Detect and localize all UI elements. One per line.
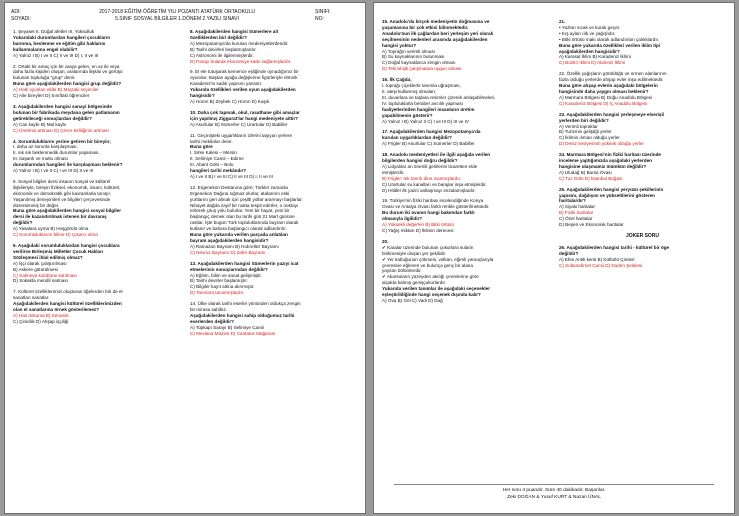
- question-stem-line: 8. Aşağıdakilerden hangisi Sümerlere ait: [190, 29, 279, 34]
- class-label: SINIFI:: [315, 9, 331, 15]
- question-line: A) İşçi olarak çalıştırılması: [13, 260, 67, 266]
- question-line: A) Horon B) Zeybek C) Horon D) Kaşık: [190, 98, 270, 104]
- question-stem-line: eserlerden değildir?: [190, 318, 234, 324]
- question-block: [382, 19, 549, 72]
- question-block: [190, 261, 357, 296]
- question-stem-line: kurulan uygarlıklardan değildir?: [382, 135, 452, 141]
- question-line: Karadeniz'in sadık yapısını yansıtır.: [190, 81, 263, 87]
- question-line: 2. Ortaki bir amaç için bir araya gelen, en az iki veya: [13, 63, 120, 69]
- question-stem-line: Bu durum iki ovanın hangi bakımdan farklı: [382, 210, 475, 216]
- question-block: [382, 239, 549, 304]
- question-stem-line: dersi ile kazandırılmak istenen bir davranış: [13, 214, 107, 220]
- question-line: C) Yağış miktarı D) İklimin derecesi: [382, 228, 454, 233]
- question-line: ✔ Yer kabuğunun çökmesi, volkan, eğimli yamaçlarıyla: [382, 256, 494, 262]
- question-stem-line: değildir?: [559, 250, 579, 256]
- question-line: kutlanır ve bahara başlangıcı olarak adlandırılır.: [190, 226, 287, 232]
- question-stem-line: olan el sanatlarına örnek gösterilemez?: [13, 307, 100, 313]
- question-line: • Kış ayları ılık ve yağışlıdır.: [559, 30, 616, 36]
- question-line: 14. Ülke olarak tarihi eserler yönünden oldukça zengin: [190, 301, 301, 307]
- question-line: C) Doğal kaynaklarca zengin olması: [382, 60, 456, 66]
- question-line: IV. topluluklarla beraber avcılık yapması: [382, 100, 464, 106]
- answer-line: C) Tuz Gölü D) İstanbul Boğazı: [559, 175, 623, 181]
- question-line: A) Ramazan Bayramı B) Hıdırellez Bayramı: [190, 243, 279, 249]
- question-line: oyundur. Baştan ayağa değişlerine figürleriyle ritmnik: [190, 75, 298, 81]
- answer-line: C) Mevlana Müzesi D) Cantalos Mağarası: [190, 330, 276, 336]
- question-line: eriterek çıkış yolu bulurlar. Yeni bir hayat, yeni bir: [190, 208, 290, 214]
- joker-question: [559, 245, 726, 269]
- question-line: III. Abant Gölü – Bolu: [190, 162, 234, 168]
- question-line: C) Urartular su kanalları ve barajlar inşa etmişlerdir.: [382, 181, 487, 187]
- question-stem-line: 10. Daha çok tapınak, okul, rasathane gibi amaçlar: [190, 109, 300, 115]
- question-line: B) Su kaynaklarının bulunması: [382, 54, 445, 60]
- question-stem-line: bilgilerden hangisi doğru değildir?: [382, 158, 458, 164]
- question-line: C) İklimin ılıman olduğu yerler: [559, 135, 620, 141]
- question-line: A) Lidyalılar an önemli gelirlerini ticaretten elde: [382, 163, 478, 169]
- question-block: [190, 133, 357, 180]
- question-line: I. toprağı çiçeklerle tanımla uğraşması,: [382, 83, 461, 89]
- question-block: [559, 71, 726, 106]
- question-line: II. ateşi kullanmış olmaları,: [382, 88, 437, 94]
- question-line: A) Eğitim, bilim ve sanat gelişmiştir.: [190, 272, 262, 278]
- question-stem-line: Aşağıdakilerden hangisi kültürel özelliklerimizden: [13, 301, 122, 307]
- question-stem-line: bulunan bir fabrikada meydana gelen patlamanın: [13, 109, 120, 115]
- question-stem-line: için yapılmış Ziggurat'lar hangi medeniyete aittir?: [190, 115, 299, 121]
- exam-title-line-1: 2017-2018 EĞİTİM ÖĞRETİM YILI POZANTI ATATÜRK ORTAOKULU: [99, 9, 255, 15]
- question-line: Ovası ve Antalya Ovası farklı renkle gösterilmektedir.: [382, 204, 490, 210]
- question-stem-line: Buna göre aşağıdakilerden hangisi grup değildir?: [13, 81, 122, 87]
- question-block: [13, 179, 180, 238]
- question-stem-line: hangisi yoktur?: [382, 42, 417, 48]
- question-stem-line: Yukarıda verilen tanımlar ile aşağıdaki seçenekler: [382, 286, 491, 292]
- page2-left-column: [382, 19, 549, 309]
- question-line: 9. El ele tutuşarak kemence eşliğinde oynadığımız bir: [190, 69, 299, 75]
- question-stem-line: 6. Aşağıdaki sorumluluklardan hangisi çocuklara: [13, 243, 120, 248]
- question-block: [13, 139, 180, 174]
- name-labels: [11, 9, 39, 23]
- question-stem-line: Aşağıdakilerden hangisi sahip olduğumuz tarihi: [190, 312, 295, 318]
- question-line: alçakta kalmış genişçukurlardır.: [382, 280, 447, 286]
- answer-line: A) Halı dokuma B) Seramik: [13, 312, 69, 318]
- question-stem-line: hangisinde daha yaygın olması beklenir?: [559, 88, 649, 94]
- question-stem-line: Yukarıdaki durumlardan hangileri çocukların: [13, 34, 111, 40]
- question-line: III. duvarlara ve taşlara resimler çizerek anlaşabilmeleri,: [382, 94, 496, 100]
- question-line: 20.: [382, 238, 389, 244]
- answer-line: D) Parayı bularak ekonomiye katkı sağlamışlardır.: [190, 58, 292, 64]
- question-stem-line: 13. Aşağıdakilerden hangisi Sümerlerin yazıyı icat: [190, 260, 299, 266]
- answer-line: C) Sahneye kulübüne katılması: [13, 272, 77, 278]
- question-stem-line: getirebileceği sonuçlardan değildir?: [13, 115, 92, 121]
- question-stem-line: yapabilmenin gösterir?: [382, 112, 433, 118]
- question-line: A) Yasalara uyma B) Hoşgörülü olma: [13, 226, 89, 232]
- question-block: [190, 29, 357, 64]
- question-stem-line: yerlerden biri değildir?: [559, 117, 609, 123]
- question-stem-line: 18. Anadolu medeniyetleri ile ilgili aşağıda verilen: [382, 152, 491, 158]
- question-line: bulunan topluluğa "grup" denir.: [13, 75, 76, 81]
- question-line: B) Tarihi devirler başlamıştır.: [190, 278, 248, 284]
- question-stem-line: eşleştirildiğinde hangi seçenek dışında kalır?: [382, 292, 481, 298]
- question-block: [382, 77, 549, 124]
- answer-line: C) Nevruz Bayramı D) Zafer Bayramı: [190, 249, 266, 255]
- question-line: B) Tarihi devirleri başlatmışlardır.: [190, 46, 257, 52]
- page2-right-questions: [559, 19, 726, 228]
- question-stem-line: Buna göre yukarıda verilen parçada anlatılan: [190, 232, 288, 238]
- question-stem-line: Yukarıda özellikleri verilen oyun aşağıdakilerden: [190, 87, 296, 93]
- answer-line: B) Frigler: tek tanrılı dine inanmışlardır.: [382, 175, 462, 181]
- question-line: rastlar. İşte bugün Türk topluluklarında bayram olarak: [190, 220, 299, 226]
- question-line: A) Yalnız I B) I ve II C) II ve III D) I, II ve III: [13, 52, 99, 58]
- question-stem-line: haritalardır?: [559, 198, 586, 204]
- surname-label: SOYADI:: [11, 16, 31, 22]
- question-line: I. Sirke Kalesi – Mersin: [190, 150, 237, 156]
- answer-line: A) Yüksekli değerleri B) Bitki örtüsü: [382, 222, 454, 228]
- question-line: • Yazları sıcak ve kurak geçer.: [559, 24, 621, 30]
- footer-authors: Zeki DOĞAN & Yusuf KURT & Nazan ÜNAL: [507, 494, 601, 500]
- question-line: ✔ Karalar üzerinde bulunan çukurlara sularin: [382, 244, 474, 250]
- answer-line: A) Halk oyunları ekibi B) Maçtaki seyirciler: [13, 87, 99, 93]
- question-stem-line: etmelerinin sonuçlarından değildir?: [190, 266, 268, 272]
- question-line: A) I ve II B) I ve III C) II ve III D) I, II ve III: [190, 173, 273, 179]
- question-line: birikmesiyle oluşan yer şekilidir.: [382, 250, 447, 256]
- question-line: C) Aile bireyleri D) Sınıftaki öğrenciler: [13, 93, 90, 99]
- question-stem-line: 23. Aşağıdakilerden hangisi yerleşmeye elverişli: [559, 111, 665, 117]
- question-line: A) Ova B) Göl C) Vadi D) Dağ: [382, 297, 443, 303]
- question-stem-line: Buna göre yukarıda özellikleri verilen iklim tipi: [559, 42, 661, 48]
- question-block: [559, 152, 726, 182]
- question-stem-line: faaliyetlerinden hangileri insanların üretim: [382, 106, 475, 112]
- question-block: [382, 152, 549, 193]
- question-stem-line: değildir?: [13, 220, 33, 226]
- question-line: A) Uludağ B) Bursa Ovası: [559, 169, 612, 175]
- question-block: [190, 301, 357, 336]
- question-line: 5. Sosyal bilgiler dersi insanın sosyal ve kültürel: [13, 178, 111, 184]
- answer-line: B) Fiziki haritalar: [559, 210, 594, 216]
- question-block: [382, 129, 549, 147]
- question-stem-line: inceleme yaptığımızda aşağıdaki yerlerden: [559, 158, 652, 164]
- question-stem-line: Buna göre: [190, 144, 213, 150]
- joker-title: JOKER SORU: [625, 233, 660, 239]
- question-line: III. başarılı ve mutlu olması: [13, 156, 68, 162]
- question-stem-line: 3. Aşağıdakilerden hangisi sanayi bölgesinde: [13, 103, 112, 109]
- question-line: A) Karasal İklim B) Karadeniz İklimi: [559, 54, 631, 60]
- question-block: [13, 289, 180, 324]
- question-line: • Bitki örtüsü maki olarak adlandırılan çalılıklardır.: [559, 36, 660, 42]
- question-stem-line: 16. İlk Çağda;: [382, 77, 412, 83]
- question-block: [382, 198, 549, 233]
- question-stem-line: durumlarından hangileri ile karşılaşması beklenir?: [13, 162, 123, 168]
- question-line: ekonomik ve demokratik gibi kavramlarla tanışır.: [13, 190, 112, 196]
- question-stem-line: barınma, beslenme ve eğitim gibi haklarını: [13, 40, 106, 46]
- question-line: C) Bilgiler kayıt altına alınmıştır.: [190, 284, 255, 290]
- question-block: [559, 19, 726, 66]
- question-line: 19. Türkiye'nin fiziki haritası incelendiğinde Konya: [382, 198, 484, 204]
- question-block: [190, 69, 357, 104]
- question-line: 22. Özellik yağışların görüldüğü ve ormen alanlarının: [559, 71, 667, 77]
- question-line: A) Can kaybı B) Mal kaybı: [13, 121, 67, 127]
- question-stem-line: hangisine ulaşmamız mümkün değildir?: [559, 163, 647, 169]
- question-stem-line: Anadolu'nun ilk çağlardan beri yerleşim yeri olarak: [382, 30, 494, 36]
- question-block: [13, 243, 180, 284]
- exam-footer: [374, 484, 734, 501]
- exam-title-line-2: 5.SINIF SOSYAL BİLGİLER 1.DÖNEM 2.YAZILI SINAVI: [115, 16, 239, 22]
- page1-right-column: [190, 29, 357, 342]
- question-stem-line: bayram aşağıdakilerden hangisidir?: [190, 238, 269, 243]
- question-line: C) Çinicilik D) Ahşap işçiliği: [13, 318, 69, 324]
- name-label: ADI:: [11, 9, 21, 15]
- question-line: D) Hititler ilk yazılı antlaşmayı imzalamışlardır.: [382, 187, 476, 193]
- exam-header: [5, 3, 365, 23]
- number-label: NO:: [315, 16, 324, 22]
- page2-right-column: [559, 19, 726, 309]
- question-line: D) Sokakta mendil satması: [13, 278, 68, 284]
- question-stem-line: seçilmesinin nedenleri arasında aşağıdakilerden: [382, 36, 488, 42]
- question-line: ✔ Akarsuların yüzeyden akılığı çevrelerine göre: [382, 274, 479, 280]
- question-stem-line: Buna göre ahşap evlerin aşağıdaki bölgelerin: [559, 83, 658, 89]
- question-stem-line: olmasıyla ilgilidir?: [382, 216, 423, 222]
- question-line: Ergenekon Dağına sığmaz olurlar, atalarının eski: [190, 190, 290, 196]
- question-stem-line: 4. Sorumluluklarını yerine getiren bir bireyin;: [13, 138, 111, 144]
- question-stem-line: hangisidir?: [190, 93, 215, 99]
- question-line: etmişlerdir.: [382, 169, 405, 175]
- question-line: A) Toprağın verimli olması: [382, 48, 436, 54]
- question-line: A) Mezopotamya'da kurulan medeniyetlerdendir.: [190, 40, 289, 46]
- question-line: çevresine eğlenen ve bulunça genç bir alana: [382, 262, 473, 268]
- class-labels: [315, 9, 359, 23]
- question-stem-line: 26. Aşağıdakilerden hangisi tarihi - kültürel bir öge: [559, 245, 670, 250]
- answer-line: C) Üretimin artması D) Çevre kirliliğinin artması: [13, 127, 109, 133]
- question-stem-line: 17. Aşağıdakilerden hangisi Mezopotamya'da: [382, 129, 481, 135]
- question-line: B) Turizmin geliştiği yerler: [559, 129, 612, 135]
- question-block: [559, 245, 726, 269]
- question-line: II. sık sık beklenmedik durumlar yaşaması,: [13, 150, 100, 156]
- question-line: 11. Geçmişteki uygarlıkların izlerini taşıyan yerlere: [190, 132, 293, 138]
- question-line: düzenlenmiş bir değer.: [13, 202, 60, 208]
- exam-page-2: [373, 2, 735, 514]
- exam-title: [39, 9, 315, 23]
- question-stem-line: Sözleşmesi ihlal edilmiş olmaz?: [13, 254, 83, 260]
- question-line: 12. Ergenekon Destanına göre; Türkler zamanla: [190, 184, 288, 190]
- answer-line: C) Sorumluluklarını bilme D) Çıkarcı olma: [13, 232, 98, 238]
- question-line: Nihayet dağda zayıf bir nokta tespit ederler, o noktayı: [190, 202, 299, 208]
- question-block: [559, 112, 726, 147]
- question-stem-line: 24. Marmara Bölgesi'nin fiziki haritası üzerinde: [559, 152, 661, 158]
- question-block: [190, 110, 357, 128]
- page1-left-column: [13, 29, 180, 342]
- question-block: [559, 187, 726, 228]
- question-stem-line: Buna göre aşağıdakilerden hangisi sosyal bilgiler: [13, 208, 121, 214]
- question-stem-line: 25. Aşağıdakilerden hangisi yeryüzü şekillerinin: [559, 186, 664, 192]
- question-line: A) Yalnız I B) I ve II C) I ve III D) II ve III: [13, 168, 94, 174]
- question-stem-line: hangileri tarihi mekândır?: [190, 168, 247, 174]
- question-line: A) Siyasi haritalar: [559, 204, 595, 210]
- question-line: A) Marmara Bölgesi B) Doğu Anadolu Bölgesi: [559, 94, 652, 100]
- answer-line: D) Tanrılara tanınmışlardır.: [190, 290, 245, 296]
- question-line: C) Özel haritalar: [559, 216, 593, 222]
- question-stem-line: verilirse Birleşmiş Milletler Çocuk Hakları: [13, 248, 104, 254]
- answer-line: D) Teknolojik çalışmalara uygun olması: [382, 66, 462, 72]
- question-line: ilişkileriyle, bireyin fiziksel, ekonomik, insani, kültürel,: [13, 184, 121, 190]
- question-line: A) Asurlular B) Sümerler C) Urartular D) Babiller: [190, 121, 288, 127]
- question-line: yayılan bölümlerdir.: [382, 268, 422, 274]
- question-line: A) Frigler B) Asurlular C) Sümerler D) Babiller: [382, 141, 475, 147]
- answer-line: C) Sultanahmet Camii D) Düden Şelalesi: [559, 262, 643, 268]
- question-line: daha fazla kişiden oluşan, aralarında ilişkisi ve görüşü: [13, 69, 123, 75]
- footer-divider: [394, 484, 714, 485]
- question-line: A) Verimli topraklar: [559, 123, 598, 129]
- question-line: 1. Şeyaset II. Doğal afetler III. Yoksulluk: [13, 29, 94, 34]
- answer-line: D) Deniz seviyesinin yüksek olduğu yerler: [559, 141, 645, 147]
- question-line: D) Beşeri ve Ekonomik haritalar: [559, 222, 624, 228]
- question-line: fazla olduğu yerlerde ahşap evler inşa edilmektedir.: [559, 77, 664, 83]
- answer-line: C) Bozkır İklimi D) Akdeniz İklimi: [559, 60, 626, 66]
- question-stem-line: kullanmalarına engel olabilir?: [13, 46, 78, 52]
- exam-page-1: [4, 2, 366, 514]
- question-line: A) Efes Antik kenti B) Kültürlü Çimleri: [559, 256, 635, 262]
- question-block: [190, 185, 357, 256]
- question-line: B) Askere götürülmesi: [13, 266, 58, 272]
- question-line: II. Selimiye Camii – Edirne: [190, 156, 244, 162]
- question-stem-line: yapısını, dağılışını ve yükseltilerini gösteren: [559, 192, 655, 198]
- question-line: A) Yalnız I B) Yalnız II C) I ve III D) III ve IV: [382, 118, 469, 124]
- question-line: I. daha az sorunla karşılaşması,: [13, 144, 78, 150]
- question-line: 7. Kültürel özelliklerimizi oluşturan öğelerden biri de el: [13, 289, 123, 295]
- question-line: tarihi mekânlar denir.: [190, 138, 233, 144]
- question-line: bir mirasa sahibiz.: [190, 307, 228, 313]
- footer-note: Her soru 4 puandır. Süre 40 dakikadır. Başarılar.: [502, 488, 606, 493]
- question-block: [13, 64, 180, 99]
- answer-line: C) Karadeniz Bölgesi D) İç Anadolu Bölgesi: [559, 100, 648, 106]
- question-block: [13, 104, 180, 134]
- question-stem-line: aşağıdakilerden hangisidir?: [559, 48, 620, 54]
- question-line: yurtlarını geri almak için çeşitli yollar ararmayı başlarlar.: [190, 196, 303, 202]
- question-line: sanatları sanatlar.: [13, 295, 50, 301]
- question-line: A) Topkapı Sarayı B) Selimiye Camii: [190, 324, 264, 330]
- question-line: C) Astronomi ile ilgilenmişlerdir.: [190, 52, 254, 58]
- question-block: [13, 29, 180, 59]
- question-line: 21.: [559, 19, 566, 24]
- question-stem-line: 15. Anadolu'da birçok medeniyetin doğmasına ve: [382, 19, 490, 24]
- question-line: Yaşanılmış deneyimleri ve bilgileri çerçevesinde: [13, 196, 111, 202]
- question-stem-line: özelliklerden biri değildir?: [190, 34, 247, 40]
- question-stem-line: yaşamasına bir çok etkisi bilinmektedir.: [382, 24, 469, 30]
- question-line: başlangıç demek olan bu tarihi gün 21 Mart gününe: [190, 214, 295, 220]
